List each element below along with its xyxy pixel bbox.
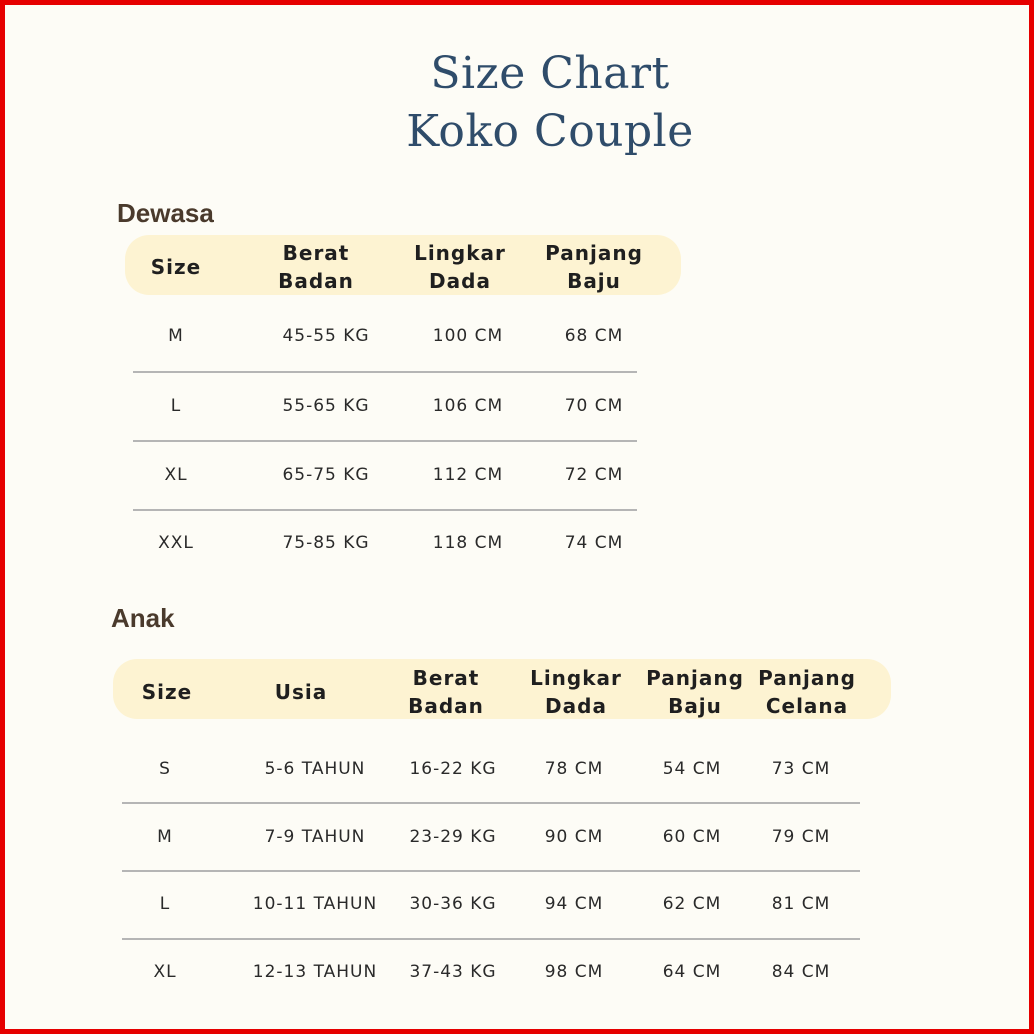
dewasa-table-cell: 70 CM [564, 396, 624, 416]
anak-table-cell: M [157, 827, 173, 847]
anak-column-header: Lingkar Dada [530, 666, 622, 718]
dewasa-table-cell: M [168, 326, 184, 346]
dewasa-table-cell: 65-75 KG [282, 465, 370, 485]
anak-table-cell: 30-36 KG [409, 894, 497, 914]
dewasa-table-cell: 75-85 KG [282, 533, 370, 553]
dewasa-table-cell: 72 CM [564, 465, 624, 485]
dewasa-row-divider [133, 371, 637, 373]
anak-table-cell: 54 CM [662, 759, 722, 779]
anak-table-cell: 60 CM [662, 827, 722, 847]
anak-column-header: Usia [274, 680, 328, 704]
size-chart-card [5, 5, 1029, 1029]
anak-table-cell: 23-29 KG [409, 827, 497, 847]
anak-table-cell: 90 CM [544, 827, 604, 847]
anak-table-cell: L [159, 894, 171, 914]
dewasa-column-header: Berat Badan [278, 241, 354, 293]
anak-table-cell: 64 CM [662, 962, 722, 982]
dewasa-column-header: Size [150, 255, 202, 279]
anak-row-divider [122, 802, 860, 804]
anak-column-header: Size [141, 680, 193, 704]
dewasa-table-cell: 55-65 KG [282, 396, 370, 416]
chart-title-line-1: Size Chart [430, 48, 670, 99]
anak-table-cell: 84 CM [771, 962, 831, 982]
dewasa-table-cell: 68 CM [564, 326, 624, 346]
dewasa-table-cell: XXL [158, 533, 194, 553]
anak-column-header: Panjang Baju [646, 666, 744, 718]
anak-row-divider [122, 870, 860, 872]
anak-table-cell: XL [153, 962, 177, 982]
anak-table-cell: 73 CM [771, 759, 831, 779]
anak-table-cell: S [159, 759, 171, 779]
anak-table-cell: 16-22 KG [409, 759, 497, 779]
anak-table-cell: 94 CM [544, 894, 604, 914]
dewasa-table-cell: 45-55 KG [282, 326, 370, 346]
anak-table-cell: 12-13 TAHUN [252, 962, 378, 982]
chart-title-line-2: Koko Couple [406, 106, 694, 157]
dewasa-row-divider [133, 440, 637, 442]
anak-table-cell: 5-6 TAHUN [264, 759, 366, 779]
anak-table-cell: 62 CM [662, 894, 722, 914]
anak-table-cell: 81 CM [771, 894, 831, 914]
dewasa-table-cell: 118 CM [432, 533, 504, 553]
anak-table-cell: 79 CM [771, 827, 831, 847]
anak-table-cell: 37-43 KG [409, 962, 497, 982]
dewasa-row-divider [133, 509, 637, 511]
anak-column-header: Panjang Celana [758, 666, 856, 718]
dewasa-table-cell: 74 CM [564, 533, 624, 553]
dewasa-table-cell: XL [164, 465, 188, 485]
section-label-anak: Anak [111, 603, 175, 633]
anak-table-cell: 98 CM [544, 962, 604, 982]
dewasa-column-header: Panjang Baju [545, 241, 643, 293]
anak-table-cell: 10-11 TAHUN [252, 894, 378, 914]
anak-table-cell: 78 CM [544, 759, 604, 779]
anak-table-cell: 7-9 TAHUN [264, 827, 366, 847]
anak-column-header: Berat Badan [408, 666, 484, 718]
dewasa-table-cell: 112 CM [432, 465, 504, 485]
anak-row-divider [122, 938, 860, 940]
section-label-dewasa: Dewasa [117, 198, 214, 228]
dewasa-table-cell: L [170, 396, 182, 416]
dewasa-column-header: Lingkar Dada [414, 241, 506, 293]
dewasa-table-cell: 100 CM [432, 326, 504, 346]
dewasa-table-cell: 106 CM [432, 396, 504, 416]
